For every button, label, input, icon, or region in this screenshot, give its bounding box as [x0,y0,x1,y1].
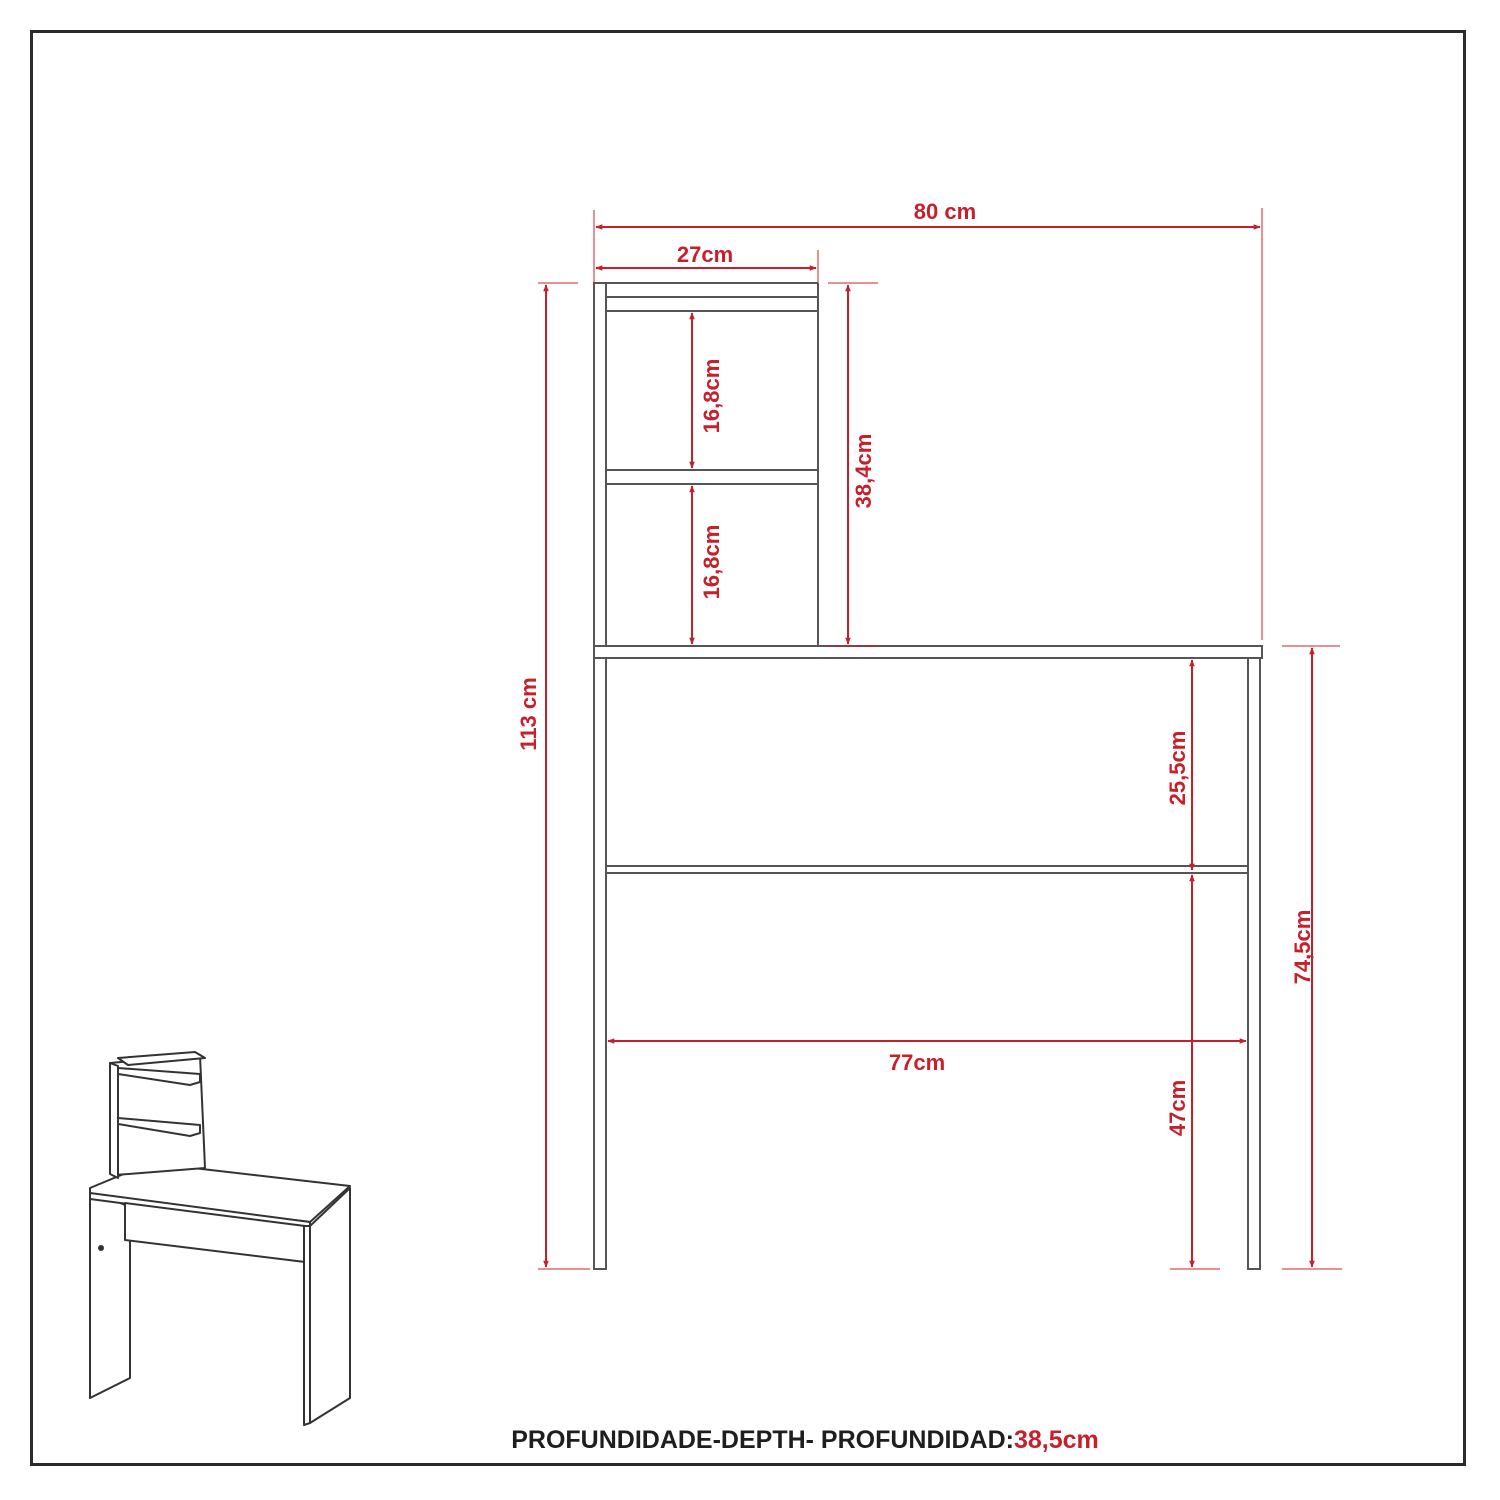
dimension-lines [546,227,1312,1267]
label-shelf-lower: 16,8cm [699,524,724,600]
depth-note-label: PROFUNDIDADE-DEPTH- PROFUNDIDAD: [511,1426,1014,1454]
label-total-height: 113 cm [516,677,541,751]
modesty-panel [606,866,1248,873]
label-panel-height: 25,5cm [1165,730,1190,806]
label-hutch-height: 38,4cm [851,433,876,509]
depth-note-value: 38,5cm [1013,1426,1099,1454]
label-leg-clearance: 47cm [1165,1079,1190,1137]
label-hutch-width: 27cm [676,242,734,267]
right-side-panel [1248,658,1260,1269]
depth-note [511,1426,1099,1454]
iso-hutch-side [110,1063,118,1178]
label-inner-width: 77cm [888,1050,946,1075]
label-shelf-upper: 16,8cm [699,358,724,434]
desk-front-elevation [594,283,1262,1269]
extension-lines [538,208,1342,1269]
left-side-panel [594,283,606,1269]
hutch-middle-shelf [606,470,818,484]
iso-right-side [310,1188,350,1423]
desk-isometric-thumbnail [90,1052,350,1425]
hutch-top-board [606,297,818,311]
desk-top-board [594,646,1262,658]
label-desk-height: 74,5cm [1290,909,1315,985]
iso-cable-hole [99,1246,103,1250]
dimension-labels [516,199,1315,1136]
label-total-width: 80 cm [913,199,977,224]
